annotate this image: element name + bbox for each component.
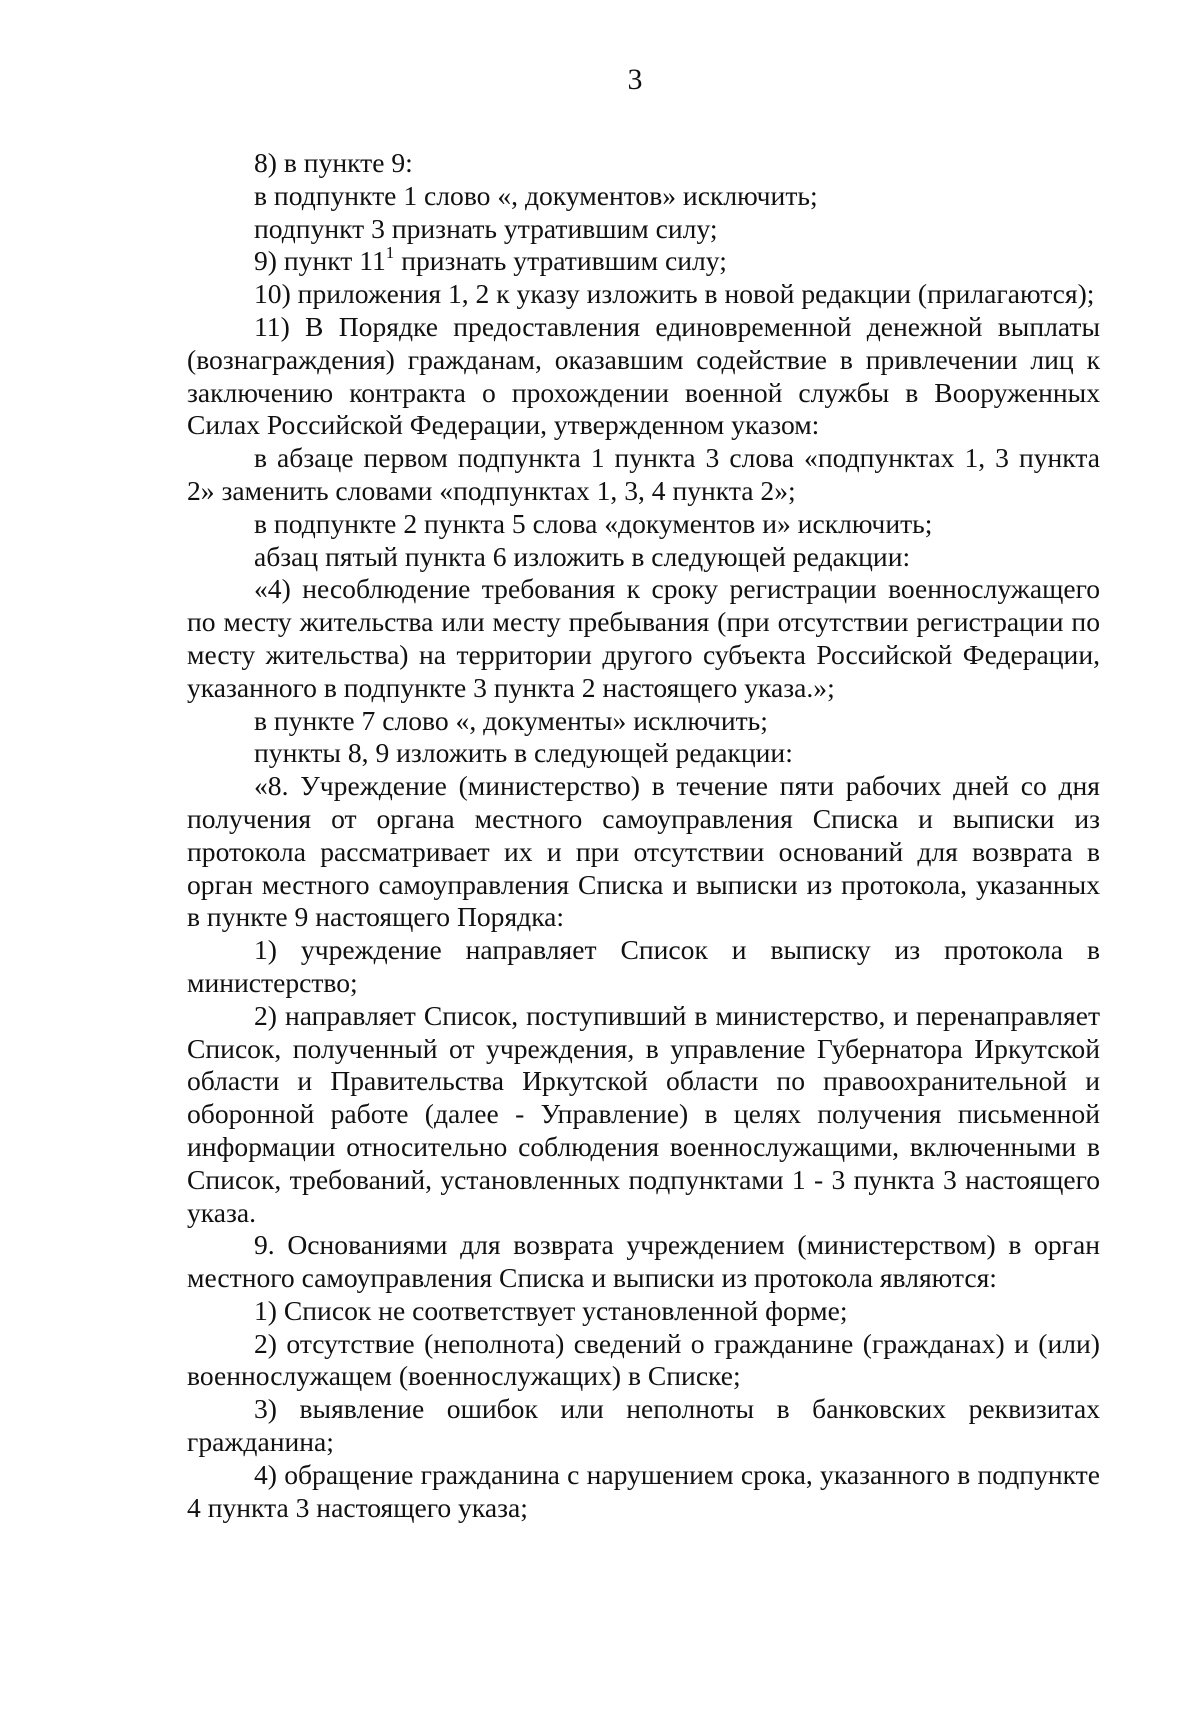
paragraph xyxy=(187,245,1100,278)
paragraph: 4) обращение гражданина с нарушением срока, указанного в подпункте 4 пункта 3 настоящего указа; xyxy=(187,1458,1100,1523)
paragraph: пункты 8, 9 изложить в следующей редакции: xyxy=(254,737,793,769)
paragraph: 1) учреждение направляет Список и выписку из протокола в министерство; xyxy=(187,934,1100,998)
paragraph: 2) отсутствие (неполнота) сведений о гражданине (гражданах) и (или) военнослужащем (военнослужащих) в Списке; xyxy=(187,1327,1100,1392)
paragraph: в подпункте 1 слово «, документов» исключить; xyxy=(254,179,818,211)
superscript: 1 xyxy=(385,243,395,263)
paragraph: абзац пятый пункта 6 изложить в следующей редакции: xyxy=(254,540,911,572)
paragraph: в абзаце первом подпункта 1 пункта 3 слова «подпунктах 1, 3 пункта 2» заменить словами «подпунктах 1, 3, 4 пункта 2»; xyxy=(187,442,1100,506)
paragraph: 10) приложения 1, 2 к указу изложить в новой редакции (прилагаются); xyxy=(254,278,1095,310)
paragraph: 8) в пункте 9: xyxy=(254,147,413,178)
paragraph: «4) несоблюдение требования к сроку регистрации военнослужащего по месту жительства или месту пребывания (при отсутствии регистрации по месту жительства) на территории другого субъекта Российской Федерации, указанного в подпункте 3 пункта 2 настоящего указа.»; xyxy=(187,573,1100,703)
paragraph: 2) направляет Список, поступивший в министерство, и перенаправляет Список, полученный от учреждения, в управление Губернатора Иркутской области и Правительства Иркутской области по правоохранительной и оборонной работе (далее - Управление) в целях получения письменной информации относительно соблюдения военнослужащими, включенными в Список, требований, установленных подпунктами 1 - 3 пункта 3 настоящего указа. xyxy=(187,999,1100,1228)
paragraph: 11) В Порядке предоставления единовременной денежной выплаты (вознаграждения) гражданам, оказавшим содействие в привлечении лиц к заключению контракта о прохождении военной службы в Вооруженных Силах Российской Федерации, утвержденном указом: xyxy=(187,310,1100,441)
paragraph: в пункте 7 слово «, документы» исключить; xyxy=(254,704,768,736)
page-number: 3 xyxy=(627,63,643,96)
paragraph: в подпункте 2 пункта 5 слова «документов и» исключить; xyxy=(254,507,933,539)
paragraph-text: признать утратившим силу; xyxy=(394,245,727,277)
document-body xyxy=(187,147,1100,1524)
paragraph: «8. Учреждение (министерство) в течение пяти рабочих дней со дня получения от органа местного самоуправления Списка и выписки из протокола рассматривает их и при отсутствии оснований для возврата в орган местного самоуправления Списка и выписки из протокола, указанных в пункте 9 настоящего Порядка: xyxy=(187,770,1100,933)
paragraph: подпункт 3 признать утратившим силу; xyxy=(254,212,718,244)
paragraph: 1) Список не соответствует установленной форме; xyxy=(254,1294,848,1326)
paragraph-text: 9) пункт 11 xyxy=(254,245,386,277)
paragraph: 9. Основаниями для возврата учреждением (министерством) в орган местного самоуправления Списка и выписки из протокола являются: xyxy=(187,1229,1100,1294)
paragraph: 3) выявление ошибок или неполноты в банковских реквизитах гражданина; xyxy=(187,1393,1100,1458)
